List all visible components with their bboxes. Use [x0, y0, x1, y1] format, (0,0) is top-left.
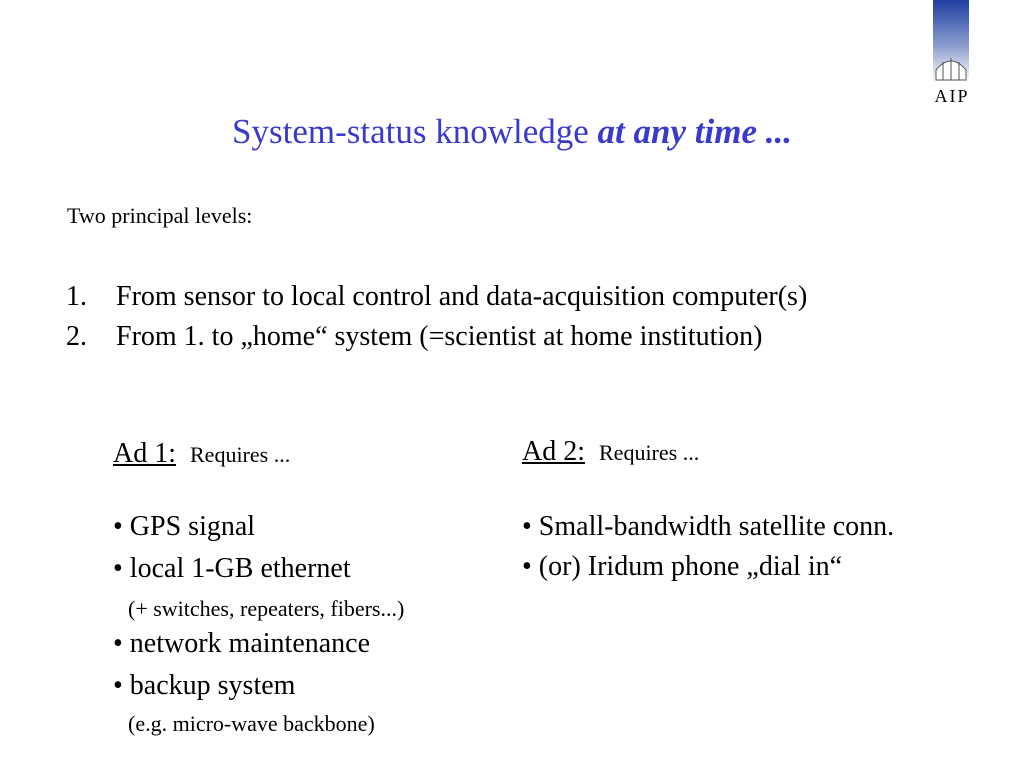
- ad1-requires: Requires ...: [190, 442, 291, 467]
- ad1-bullet: • local 1-GB ethernet: [113, 553, 351, 584]
- ad1-bullet: • backup system: [113, 670, 296, 701]
- ad1-heading: [113, 438, 290, 470]
- ad1-subnote: (e.g. micro-wave backbone): [128, 711, 375, 736]
- level-item-1: [66, 281, 807, 313]
- title-emphasis: at any time ...: [597, 112, 792, 151]
- ad2-bullet: • Small-bandwidth satellite conn.: [522, 511, 895, 542]
- level-number: 1.: [66, 281, 87, 312]
- title-plain: System-status knowledge: [232, 112, 598, 151]
- logo-text: AIP: [934, 86, 970, 106]
- observatory-logo-icon: [930, 0, 972, 86]
- ad2-heading: [522, 436, 699, 468]
- ad2-bullet: • (or) Iridum phone „dial in“: [522, 551, 843, 582]
- ad1-subnote: (+ switches, repeaters, fibers...): [128, 596, 405, 621]
- ad2-label: Ad 2:: [522, 436, 585, 467]
- intro-text: Two principal levels:: [67, 203, 253, 228]
- ad1-bullet: • GPS signal: [113, 511, 256, 542]
- page-title: [0, 112, 1024, 152]
- level-item-2: [66, 321, 763, 353]
- ad2-requires: Requires ...: [599, 440, 700, 465]
- level-text: From 1. to „home“ system (=scientist at home institution): [116, 321, 763, 352]
- level-text: From sensor to local control and data-acquisition computer(s): [116, 281, 808, 312]
- level-number: 2.: [66, 321, 87, 352]
- ad1-bullet: • network maintenance: [113, 628, 371, 659]
- ad1-label: Ad 1:: [113, 438, 176, 469]
